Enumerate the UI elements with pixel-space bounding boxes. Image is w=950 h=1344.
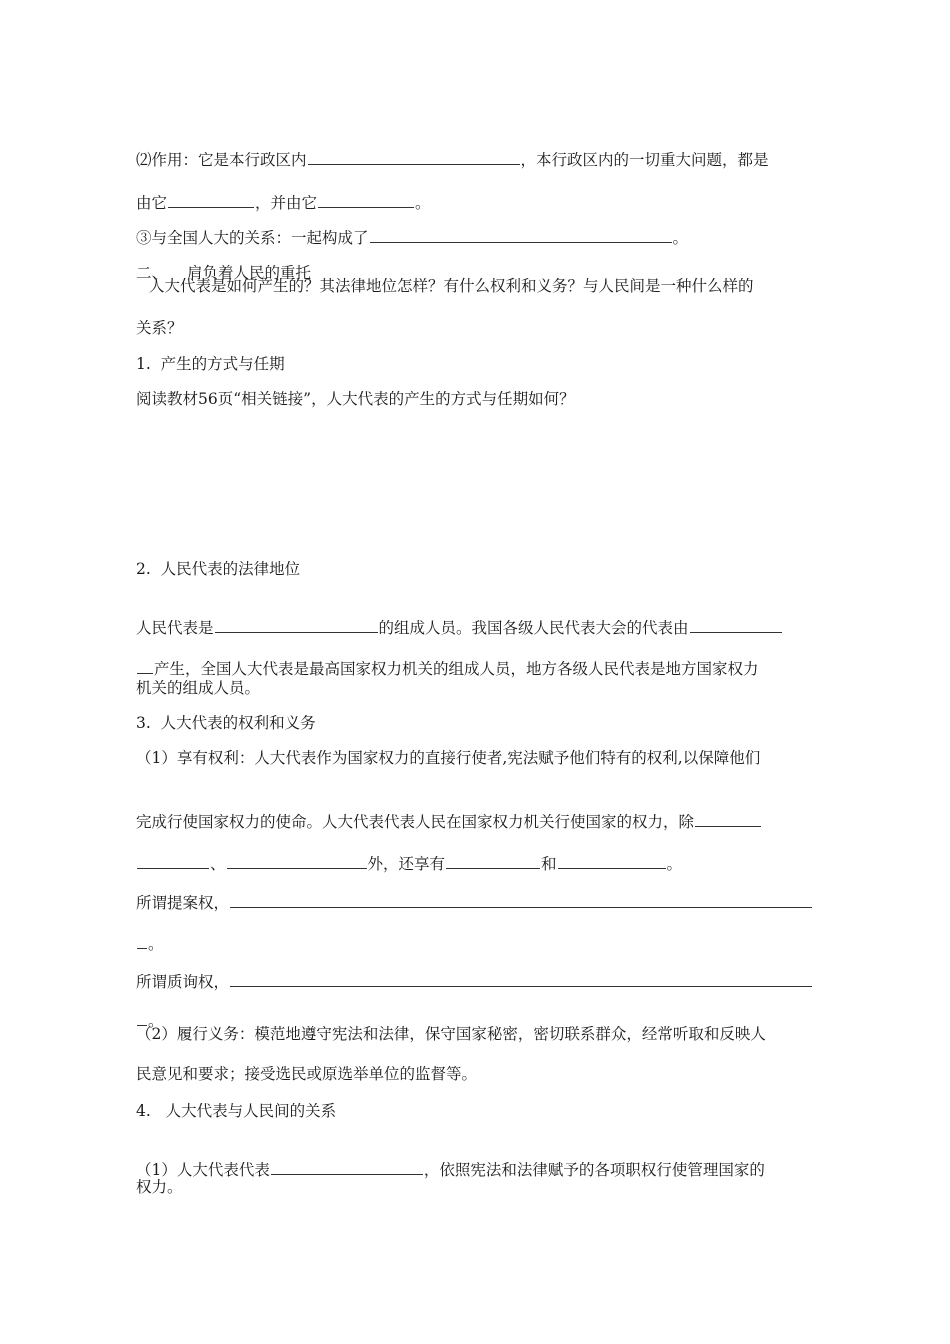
intro-line-2: 关系？ <box>136 319 183 337</box>
relation-prefix: ③与全国人大的关系：一起构成了 <box>136 229 369 247</box>
item4-line-1 <box>136 1136 765 1181</box>
inquiry-end: 。 <box>148 1012 164 1030</box>
intro-line-1: 人大代表是如何产生的？其法律地位怎样？有什么权利和义务？与人民间是一种什么样的 <box>149 277 754 295</box>
item4-title: 4. 人大代表与人民间的关系 <box>136 1102 337 1120</box>
role-line <box>136 126 769 171</box>
blank-rights-3[interactable] <box>446 852 540 869</box>
relation-end: 。 <box>672 229 689 247</box>
role-line2-a: 由它 <box>136 194 168 212</box>
item4-line-2: 权力。 <box>136 1178 183 1196</box>
blank-proposal[interactable] <box>230 891 812 908</box>
item2-line1-b: 的组成人员。我国各级人民代表大会的代表由 <box>378 619 689 637</box>
item2-line2-b: 产生，全国人大代表是最高国家权力机关的组成人员，地方各级人民代表是地方国家权力 <box>154 660 759 678</box>
blank-role-1[interactable] <box>308 148 520 165</box>
section-number: 二、 <box>136 264 168 282</box>
inquiry-line <box>136 948 813 993</box>
duties-line-1: （2）履行义务：模范地遵守宪法和法律，保守国家秘密，密切联系群众，经常听取和反映人 <box>136 1025 766 1043</box>
rights-line-1: （1）享有权利：人大代表作为国家权力的直接行使者,宪法赋予他们特有的权利,以保障他们 <box>136 749 761 767</box>
rights-line3-end: 。 <box>666 855 683 873</box>
section-title: 肩负着人民的重托 <box>187 264 312 282</box>
blank-rights-1-cont[interactable] <box>137 852 209 869</box>
item2-line-1 <box>136 594 783 639</box>
duties-line-2: 民意见和要求；接受选民或原选举单位的监督等。 <box>136 1065 478 1083</box>
blank-rights-2[interactable] <box>227 852 367 869</box>
role-line2-b: ，并由它 <box>255 194 318 212</box>
role-line2-end: 。 <box>415 194 431 212</box>
blank-relation[interactable] <box>370 226 672 243</box>
item4-line1-b: ，依照宪法和法律赋予的各项职权行使管理国家的 <box>423 1161 765 1179</box>
rights-line-2 <box>136 788 762 833</box>
blank-proposal-cont[interactable] <box>137 932 147 949</box>
blank-inquiry[interactable] <box>230 970 812 987</box>
item2-line-3: 机关的组成人员。 <box>136 679 261 697</box>
rights-sep: 、 <box>210 855 226 873</box>
item2-line1-a: 人民代表是 <box>136 619 214 637</box>
item3-title: 3. 人大代表的权利和义务 <box>136 714 316 732</box>
item2-title: 2. 人民代表的法律地位 <box>136 560 301 578</box>
proposal-end: 。 <box>148 935 164 953</box>
blank-rights-4[interactable] <box>558 852 666 869</box>
rights-line2-text: 完成行使国家权力的使命。人大代表代表人民在国家权力机关行使国家的权力，除 <box>136 813 695 831</box>
proposal-label: 所谓提案权， <box>136 894 230 912</box>
blank-relationship[interactable] <box>271 1158 423 1175</box>
blank-legal-2-cont[interactable] <box>137 657 153 674</box>
role-mid: ，本行政区内的一切重大问题，都是 <box>520 151 769 169</box>
blank-legal-2[interactable] <box>690 616 782 633</box>
blank-rights-1[interactable] <box>695 810 761 827</box>
item4-line1-a: （1）人大代表代表 <box>136 1161 270 1179</box>
item1-title: 1. 产生的方式与任期 <box>136 355 285 373</box>
rights-line3-b: 外，还享有 <box>367 855 446 873</box>
rights-and: 和 <box>541 855 557 873</box>
proposal-line <box>136 869 813 914</box>
blank-legal-1[interactable] <box>215 616 378 633</box>
inquiry-label: 所谓质询权， <box>136 973 230 991</box>
item1-question: 阅读教材56页“相关链接”，人大代表的产生的方式与任期如何？ <box>136 390 575 408</box>
item2-line-2 <box>136 635 759 680</box>
role-prefix: ⑵作用：它是本行政区内 <box>136 151 307 169</box>
